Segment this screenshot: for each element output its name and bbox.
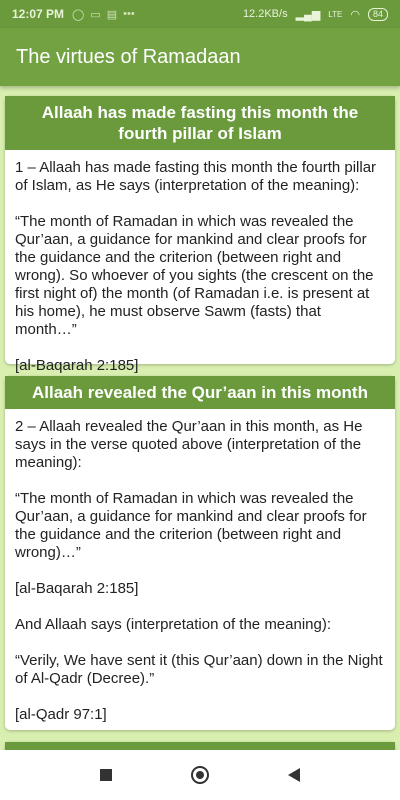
battery-icon: 84 <box>368 8 388 21</box>
network-speed: 12.2KB/s <box>242 8 288 20</box>
card-reference: [al-Qadr 97:1] <box>15 706 107 723</box>
app-bar <box>0 28 400 86</box>
wifi-icon: ◠ <box>350 8 360 21</box>
network-type: LTE <box>328 9 343 19</box>
notification-icons <box>72 8 135 21</box>
card-body <box>5 409 395 724</box>
card-reference: [al-Baqarah 2:185] <box>15 357 139 374</box>
card-title: Allaah revealed the Qur’aan in this month <box>5 376 395 409</box>
card-title: Allaah has made fasting this month the fourth pillar of Islam <box>5 96 395 150</box>
back-icon[interactable] <box>288 768 300 782</box>
card-paragraph: “The month of Ramadan in which was revealed the Qur’aan, a guidance for mankind and clear proofs for the guidance and the criterion (between right and wrong). So whoever of you sights (the crescent on the first night of) the month (of Ramadan i.e. is present at his home), he must observe Sawm (fasts) that month…” <box>15 213 374 338</box>
message-icon: ▭ <box>90 8 101 21</box>
home-icon[interactable] <box>191 766 209 784</box>
content-scroll[interactable] <box>0 86 400 750</box>
card-paragraph: 2 – Allaah revealed the Qur’aan in this month, as He says in the verse quoted above (interpretation of the meaning): <box>15 418 363 471</box>
more-dots-icon: ••• <box>123 8 135 20</box>
card-reference: [al-Baqarah 2:185] <box>15 580 139 597</box>
card-paragraph: And Allaah says (interpretation of the meaning): <box>15 616 332 633</box>
status-bar <box>0 0 400 28</box>
chat-icon: ▤ <box>106 8 118 21</box>
app-title: The virtues of Ramadaan <box>16 45 241 68</box>
virtue-card <box>5 96 395 374</box>
recent-apps-icon[interactable] <box>100 769 112 781</box>
card-body <box>5 150 395 375</box>
virtue-card <box>5 376 395 730</box>
card-paragraph: “The month of Ramadan in which was revealed the Qur’aan, a guidance for mankind and clear proofs for the guidance and the criterion (between right and wrong)…” <box>15 490 367 561</box>
system-nav-bar <box>0 750 400 800</box>
card-paragraph: 1 – Allaah has made fasting this month the fourth pillar of Islam, as He says (interpretation of the meaning): <box>15 159 377 194</box>
whatsapp-icon: ◯ <box>72 8 85 21</box>
signal-icon: ▂▄▆ <box>295 8 321 21</box>
status-time: 12:07 PM <box>12 7 65 21</box>
status-right <box>243 8 388 21</box>
card-paragraph: “Verily, We have sent it (this Qur’aan) down in the Night of Al-Qadr (Decree).” <box>15 652 383 687</box>
